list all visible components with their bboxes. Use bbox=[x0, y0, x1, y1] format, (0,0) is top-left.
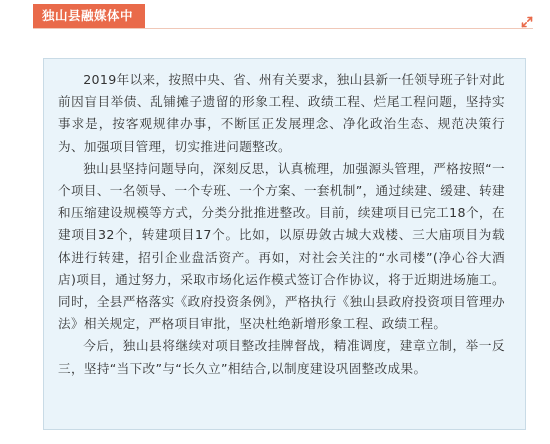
header-bar bbox=[33, 4, 533, 47]
source-title: 独山县融媒体中心 bbox=[33, 4, 145, 28]
article-paragraph: 今后，独山县将继续对项目整改挂牌督战，精准调度，建章立制，举一反三，坚持“当下改”与“长久立”相结合,以制度建设巩固整改成果。 bbox=[58, 338, 505, 376]
article-paragraph: 2019年以来，按照中央、省、州有关要求，独山县新一任领导班子针对此前因盲目举债、乱铺摊子遗留的形象工程、政绩工程、烂尾工程问题，坚持实事求是，按客观规律办事，不断匡正发展理念、净化政治生态、规范决策行为、加强项目管理，切实推进问题整改。 bbox=[58, 72, 505, 154]
expand-icon[interactable] bbox=[521, 13, 533, 25]
article-body bbox=[43, 58, 526, 430]
article-paragraph: 独山县坚持问题导向，深刻反思，认真梳理，加强源头管理，严格按照“一个项目、一名领导、一个专班、一个方案、一套机制”，通过续建、缓建、转建和压缩建设规模等方式，分类分批推进整改。目前，续建项目已完工18个，在建项目32个，转建项目17个。比如，以原毋敛古城大戏楼、三大庙项目为载体进行转建，招引企业盘活资产。再如，对社会关注的“水司楼”(净心谷大酒店)项目，通过努力，采取市场化运作模式签订合作协议，将于近期进场施工。同时，全县严格落实《政府投资条例》，严格执行《独山县政府投资项目管理办法》相关规定，严格项目审批，坚决杜绝新增形象工程、政绩工程。 bbox=[58, 160, 505, 332]
